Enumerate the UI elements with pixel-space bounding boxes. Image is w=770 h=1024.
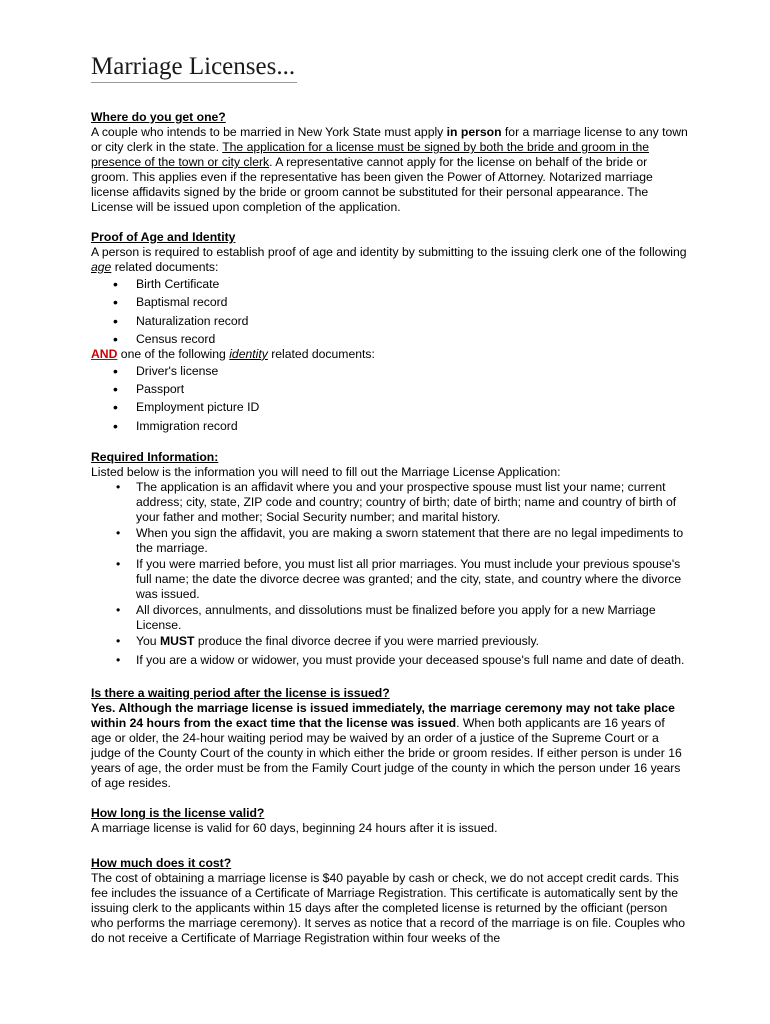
proof-text-4: one of the following (117, 346, 230, 361)
cost-paragraph: The cost of obtaining a marriage license is $40 payable by cash or check, we do not accept credit cards. This fee includes the issuance of a Certificate of Marriage Registration. This certificate is automatically sent by the issuing clerk to the applicants within 15 days after the completed license is returned by the officiant (person who performs the marriage ceremony). It serves as notice that a record of the marriage is on file. Couples who do not receive a Certificate of Marriage Registration within four weeks of the (91, 871, 686, 946)
section-required (91, 450, 688, 668)
proof-age-word: age (91, 260, 112, 274)
page-title: Marriage Licenses... (91, 52, 297, 83)
list-item: • All divorces, annulments, and dissolutions must be finalized before you apply for a new Marriage License. (91, 603, 688, 633)
waiting-rest-text: . When both applicants are 16 years of age or older, the 24-hour waiting period may be waived by an order of a justice of the Supreme Court or a judge of the County Court of the county in which either the bride or groom resides. If either person is under 16 years of age, the order must be from the Family Court judge of the county in which the person under 16 years of age resides. (91, 716, 682, 791)
must-word: MUST (159, 634, 195, 649)
proof-text-6: related documents: (267, 346, 375, 361)
heading-required: Required Information: (91, 450, 219, 465)
section-waiting (91, 686, 688, 791)
where-in-person: in person (446, 125, 502, 139)
list-item: • Census record (91, 330, 688, 347)
where-signature-requirement: The application for a license must be signed by both the bride and groom in the presence of the town or city clerk (91, 140, 650, 169)
list-item: • Driver's license (91, 362, 688, 380)
section-valid (91, 806, 688, 836)
list-item (91, 634, 688, 649)
where-text-1: A couple who intends to be married in New York State must apply (91, 125, 447, 139)
list-item: • Naturalization record (91, 312, 688, 330)
list-item: • Passport (91, 380, 688, 398)
list-item: • Immigration record (91, 417, 688, 435)
proof-text-3: related documents: (111, 260, 219, 274)
list-item: • Birth Certificate (91, 275, 688, 293)
heading-waiting: Is there a waiting period after the license is issued? (91, 686, 390, 701)
must-text-1: You (136, 634, 160, 649)
waiting-paragraph (91, 701, 688, 791)
proof-and-line (91, 347, 688, 362)
list-item: • When you sign the affidavit, you are making a sworn statement that there are no legal impediments to the marriage. (91, 526, 688, 556)
age-docs-list (91, 275, 688, 347)
must-text-3: produce the final divorce decree if you were married previously. (194, 634, 540, 649)
heading-where: Where do you get one? (91, 110, 226, 124)
required-intro: Listed below is the information you will need to fill out the Marriage License Application: (91, 465, 561, 480)
where-text-3: for a marriage license to any town or city clerk in the state. (91, 125, 688, 154)
list-item: • Baptismal record (91, 293, 688, 311)
waiting-bold-text: Yes. Although the marriage license is issued immediately, the marriage ceremony may not take place within 24 hours from the exact time that the license was issued (91, 701, 675, 731)
where-text-5: . A representative cannot apply for the license on behalf of the bride or groom. This applies even if the representative has been given the Power of Attorney. Notarized marriage license affidavits signed by the bride or groom cannot be substituted for their personal appearance. The License will be issued upon completion of the application. (91, 155, 653, 214)
proof-paragraph (91, 245, 688, 275)
section-where (91, 110, 688, 215)
heading-valid: How long is the license valid? (91, 806, 265, 821)
proof-identity-word: identity (229, 346, 268, 361)
valid-paragraph: A marriage license is valid for 60 days, beginning 24 hours after it is issued. (91, 821, 498, 836)
list-item: • The application is an affidavit where you and your prospective spouse must list your name; current address; city, state, ZIP code and country; country of birth; date of birth; name and country of birth of your father and mother; Social Security number; and marital history. (91, 480, 688, 525)
and-label: AND (91, 346, 118, 361)
proof-text-1: A person is required to establish proof of age and identity by submitting to the issuing clerk one of the following (91, 245, 687, 259)
list-item: • Employment picture ID (91, 398, 688, 416)
required-list (91, 480, 688, 668)
id-docs-list (91, 362, 688, 435)
list-item: • If you were married before, you must list all prior marriages. You must include your previous spouse's full name; the date the divorce decree was granted; and the city, state, and country where the divorce was issued. (91, 557, 688, 602)
where-paragraph (91, 125, 688, 215)
section-proof (91, 230, 688, 435)
section-cost (91, 856, 688, 946)
heading-proof: Proof of Age and Identity (91, 230, 236, 244)
heading-cost: How much does it cost? (91, 856, 232, 871)
list-item: • If you are a widow or widower, you must provide your deceased spouse's full name and date of death. (91, 653, 688, 668)
